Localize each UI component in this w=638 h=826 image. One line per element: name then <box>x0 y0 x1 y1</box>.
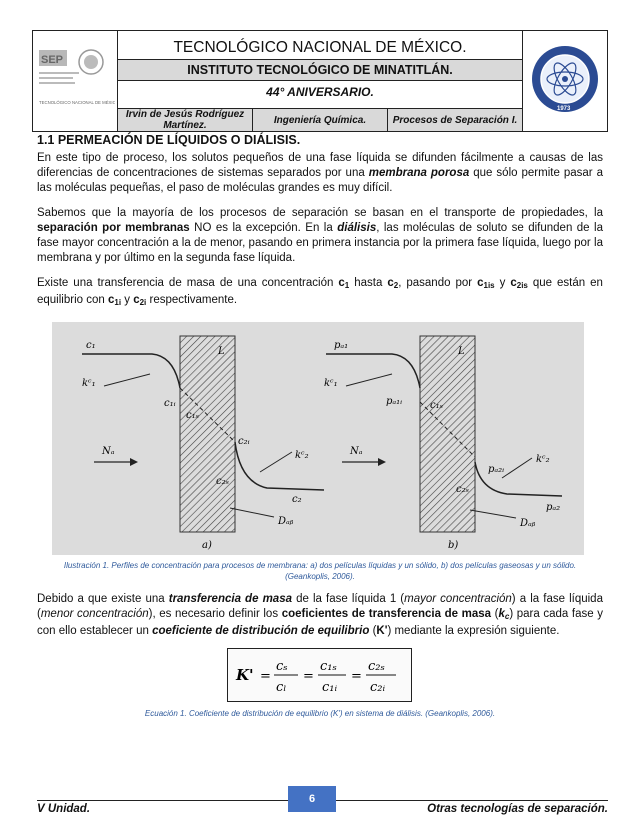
itm-seal-icon <box>529 43 601 115</box>
label-c2i: c₂ᵢ <box>238 436 250 447</box>
svg-text:cₗ: cₗ <box>276 680 287 695</box>
header-institute: INSTITUTO TECNOLÓGICO DE MINATITLÁN. <box>118 60 522 81</box>
label-panel-b: b) <box>448 540 459 551</box>
label-dab-a: Dₐᵦ <box>278 516 294 527</box>
main-content-2 <box>37 592 603 649</box>
label-pa1i: pₐ₁ᵢ <box>386 396 403 407</box>
label-panel-a: a) <box>202 540 212 551</box>
svg-text:=: = <box>260 669 271 684</box>
paragraph-3: Existe una transferencia de masa de una concentración $c_1$ hasta $c_2$, pasando por $c_{1is}$ y $c_{2is}$ que están en equilibrio con $c_{1i}$ y $c_{2i}$ respectivamente. <box>37 277 603 307</box>
label-l-a: L <box>218 346 225 357</box>
header-anniversary: 44° ANIVERSARIO. <box>266 84 374 99</box>
label-dab-b: Dₐᵦ <box>520 518 536 529</box>
label-c2: c₂ <box>292 494 302 505</box>
header-subject: Procesos de Separación I. <box>388 109 523 132</box>
equilibrium-equation <box>227 648 412 702</box>
header-career: Ingeniería Química. <box>253 109 388 132</box>
svg-text:1973: 1973 <box>557 105 571 112</box>
document-header <box>32 30 608 132</box>
label-c2s: c₂ₛ <box>216 476 229 487</box>
header-title: TECNOLÓGICO NACIONAL DE MÉXICO. <box>118 37 522 60</box>
paragraph-2: Sabemos que la mayoría de los procesos de separación se basan en el transporte de propiedades, la separación por membranas NO es la excepción. En la diálisis, las moléculas de soluto se difunden de la fase mayor concentración a la de menor, pasando en primera instancia por la primera fase líquida, luego por la membrana y por último en la segunda fase líquida. <box>37 207 603 264</box>
term-separacion-membranas: separación por membranas <box>37 222 190 234</box>
figure-drawing <box>52 322 584 555</box>
figure-caption: Ilustración 1. Perfiles de concentración para procesos de membrana: a) dos películas líquidas y un sólido, b) dos películas gaseosas y un sólido. (Geankoplis, 2006). <box>63 561 577 581</box>
label-kc1: kᶜ₁ <box>82 378 96 389</box>
label-kc2-b: kᶜ₂ <box>536 454 550 465</box>
section-title: 1.1 PERMEACIÓN DE LÍQUIDOS O DIÁLISIS. <box>37 133 301 147</box>
page-number: 6 <box>288 786 336 812</box>
label-pa2: pₐ₂ <box>546 502 561 513</box>
header-author: Irvin de Jesús Rodríguez Martínez. <box>118 109 253 132</box>
label-kc2: kᶜ₂ <box>295 450 309 461</box>
sep-logo-icon <box>35 44 115 114</box>
itm-logo-cell <box>523 31 608 132</box>
label-na-b: Nₐ <box>350 446 363 457</box>
label-c2s-b: c₂ₛ <box>456 484 469 495</box>
svg-text:c₂ᵢ: c₂ᵢ <box>370 680 386 695</box>
svg-text:=: = <box>351 669 362 684</box>
footer-unit: V Unidad. <box>37 803 91 815</box>
label-c1s-b: c₁ₛ <box>430 400 443 411</box>
svg-text:SEP: SEP <box>41 53 64 66</box>
svg-text:cₛ: cₛ <box>276 659 288 674</box>
profile-b-left <box>326 354 420 388</box>
svg-text:c₁ᵢ: c₁ᵢ <box>322 680 338 695</box>
term-dialisis: diálisis <box>337 222 377 234</box>
svg-text:c₂ₛ: c₂ₛ <box>368 659 385 674</box>
sep-logo-cell <box>33 31 118 132</box>
label-pa2i: pₐ₂ᵢ <box>488 464 505 475</box>
equation-caption: Ecuación 1. Coeficiente de distribución de equilibrio (K') en sistema de diálisis. (Geankoplis, 2006). <box>144 709 496 718</box>
svg-text:K': K' <box>236 666 254 684</box>
membrane-b <box>420 336 475 532</box>
label-c1s: c₁ₛ <box>186 410 199 421</box>
svg-text:TECNOLÓGICO NACIONAL DE MÉXICO: TECNOLÓGICO NACIONAL DE MÉXICO <box>39 99 115 105</box>
main-content <box>37 133 603 320</box>
label-c1: c₁ <box>86 340 96 351</box>
profile-a-right <box>235 442 324 490</box>
label-na-a: Nₐ <box>102 446 115 457</box>
profile-a-left <box>82 354 180 388</box>
footer-topic: Otras tecnologías de separación. <box>427 803 608 815</box>
paragraph-4: Debido a que existe una transferencia de masa de la fase líquida 1 (mayor concentración) a la fase líquida (menor concentración), es necesario definir los coeficientes de transferencia de masa $(k_c)$ para cada fase y con ello establecer un coeficiente de distribución de equilibrio (K') mediante la expresión siguiente. <box>37 593 603 637</box>
label-pa1: pₐ₁ <box>334 340 349 351</box>
concentration-profile-figure <box>52 322 584 555</box>
svg-text:=: = <box>303 669 314 684</box>
label-kc1-b: kᶜ₁ <box>324 378 338 389</box>
header-title-block <box>118 31 523 109</box>
term-membrana-porosa: membrana porosa <box>368 167 470 179</box>
label-c1i: c₁ᵢ <box>164 398 176 409</box>
paragraph-1: En este tipo de proceso, los solutos pequeños de una fase líquida se difunden fácilmente a causas de las diferencias de concentraciones de sistemas separados por una membrana porosa que sólo permite pasar a las moléculas pequeñas, el paso de moléculas grandes es muy difícil. <box>37 152 603 194</box>
label-l-b: L <box>458 346 465 357</box>
svg-text:c₁ₛ: c₁ₛ <box>320 659 337 674</box>
